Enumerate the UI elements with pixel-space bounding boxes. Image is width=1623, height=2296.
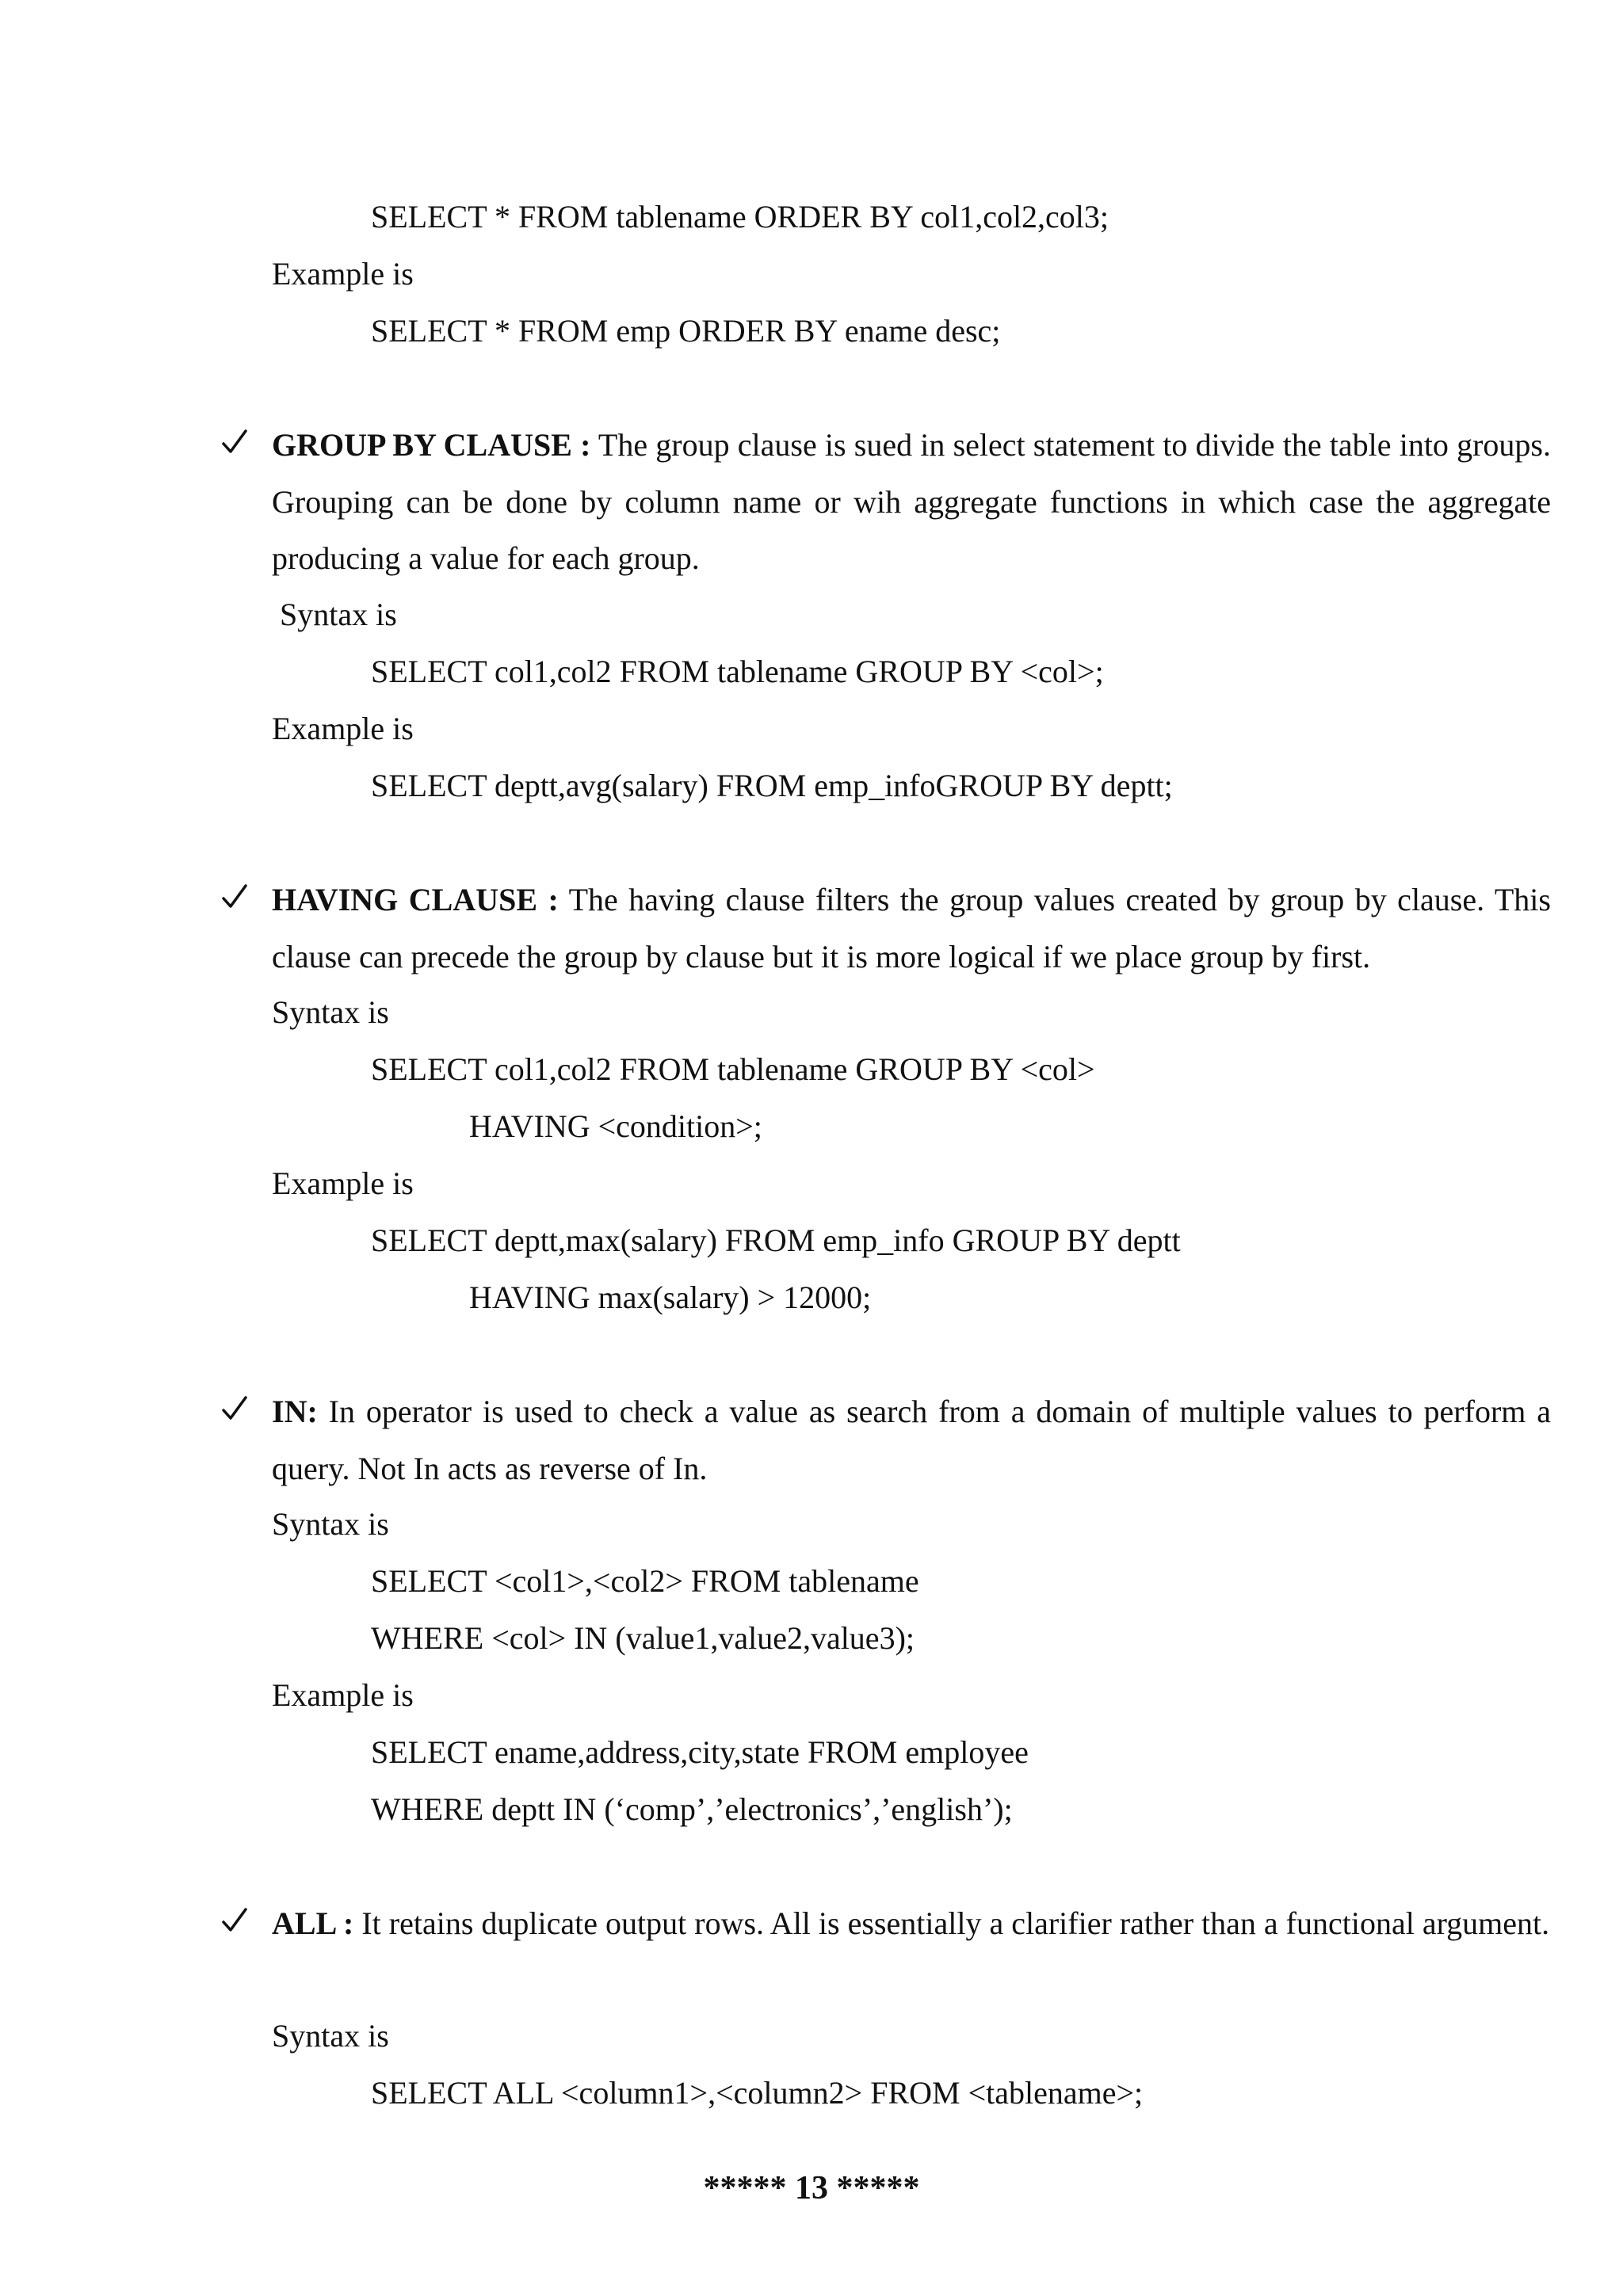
- page-number-footer: ***** 13 *****: [703, 2170, 920, 2206]
- having-example-line-2: HAVING max(salary) > 12000;: [469, 1280, 872, 1315]
- in-example-line-2: WHERE deptt IN (‘comp’,’electronics’,’english’);: [371, 1791, 1013, 1827]
- all-term: ALL :: [272, 1905, 354, 1941]
- having-paragraph: [272, 871, 1551, 985]
- having-example-line-1: SELECT deptt,max(salary) FROM emp_info GROUP BY deptt: [371, 1222, 1181, 1258]
- checkmark-icon: [221, 1393, 248, 1425]
- order-by-example-label: Example is: [272, 256, 414, 292]
- group-by-example-line: SELECT deptt,avg(salary) FROM emp_infoGROUP BY deptt;: [371, 768, 1173, 803]
- group-by-syntax-line: SELECT col1,col2 FROM tablename GROUP BY <col>;: [371, 654, 1104, 689]
- group-by-description: The group clause is sued in select statement to divide the table into groups. Grouping can be done by column name or wih aggregate functions in which case the aggregate producing a value for each group.: [272, 427, 1551, 576]
- order-by-syntax-line: SELECT * FROM tablename ORDER BY col1,col2,col3;: [371, 199, 1109, 235]
- in-example-line-1: SELECT ename,address,city,state FROM employee: [371, 1734, 1029, 1770]
- in-paragraph: [272, 1383, 1551, 1497]
- all-paragraph: [272, 1895, 1551, 1952]
- all-description: It retains duplicate output rows. All is essentially a clarifier rather than a functional argument.: [353, 1905, 1550, 1941]
- in-syntax-line-2: WHERE <col> IN (value1,value2,value3);: [371, 1620, 915, 1656]
- checkmark-icon: [221, 881, 248, 913]
- group-by-paragraph: [272, 417, 1551, 587]
- having-syntax-line-1: SELECT col1,col2 FROM tablename GROUP BY <col>: [371, 1051, 1095, 1087]
- in-syntax-line-1: SELECT <col1>,<col2> FROM tablename: [371, 1563, 919, 1599]
- order-by-example-line: SELECT * FROM emp ORDER BY ename desc;: [371, 313, 1001, 349]
- checkmark-icon: [221, 1905, 248, 1936]
- in-example-label: Example is: [272, 1677, 414, 1713]
- in-term: IN:: [272, 1394, 318, 1429]
- having-example-label: Example is: [272, 1165, 414, 1201]
- all-syntax-line: SELECT ALL <column1>,<column2> FROM <tablename>;: [371, 2075, 1144, 2111]
- having-term: HAVING CLAUSE :: [272, 882, 559, 917]
- group-by-term: GROUP BY CLAUSE :: [272, 427, 591, 463]
- checkmark-icon: [221, 426, 248, 458]
- all-syntax-label: Syntax is: [272, 2018, 389, 2054]
- having-description: The having clause filters the group values created by group by clause. This clause can precede the group by clause but it is more logical if we place group by first.: [272, 882, 1551, 974]
- in-description: In operator is used to check a value as search from a domain of multiple values to perform a query. Not In acts as reverse of In.: [272, 1394, 1551, 1486]
- group-by-syntax-label: Syntax is: [272, 597, 397, 632]
- having-syntax-label: Syntax is: [272, 994, 389, 1030]
- in-syntax-label: Syntax is: [272, 1506, 389, 1542]
- group-by-example-label: Example is: [272, 711, 414, 746]
- having-syntax-line-2: HAVING <condition>;: [469, 1108, 762, 1144]
